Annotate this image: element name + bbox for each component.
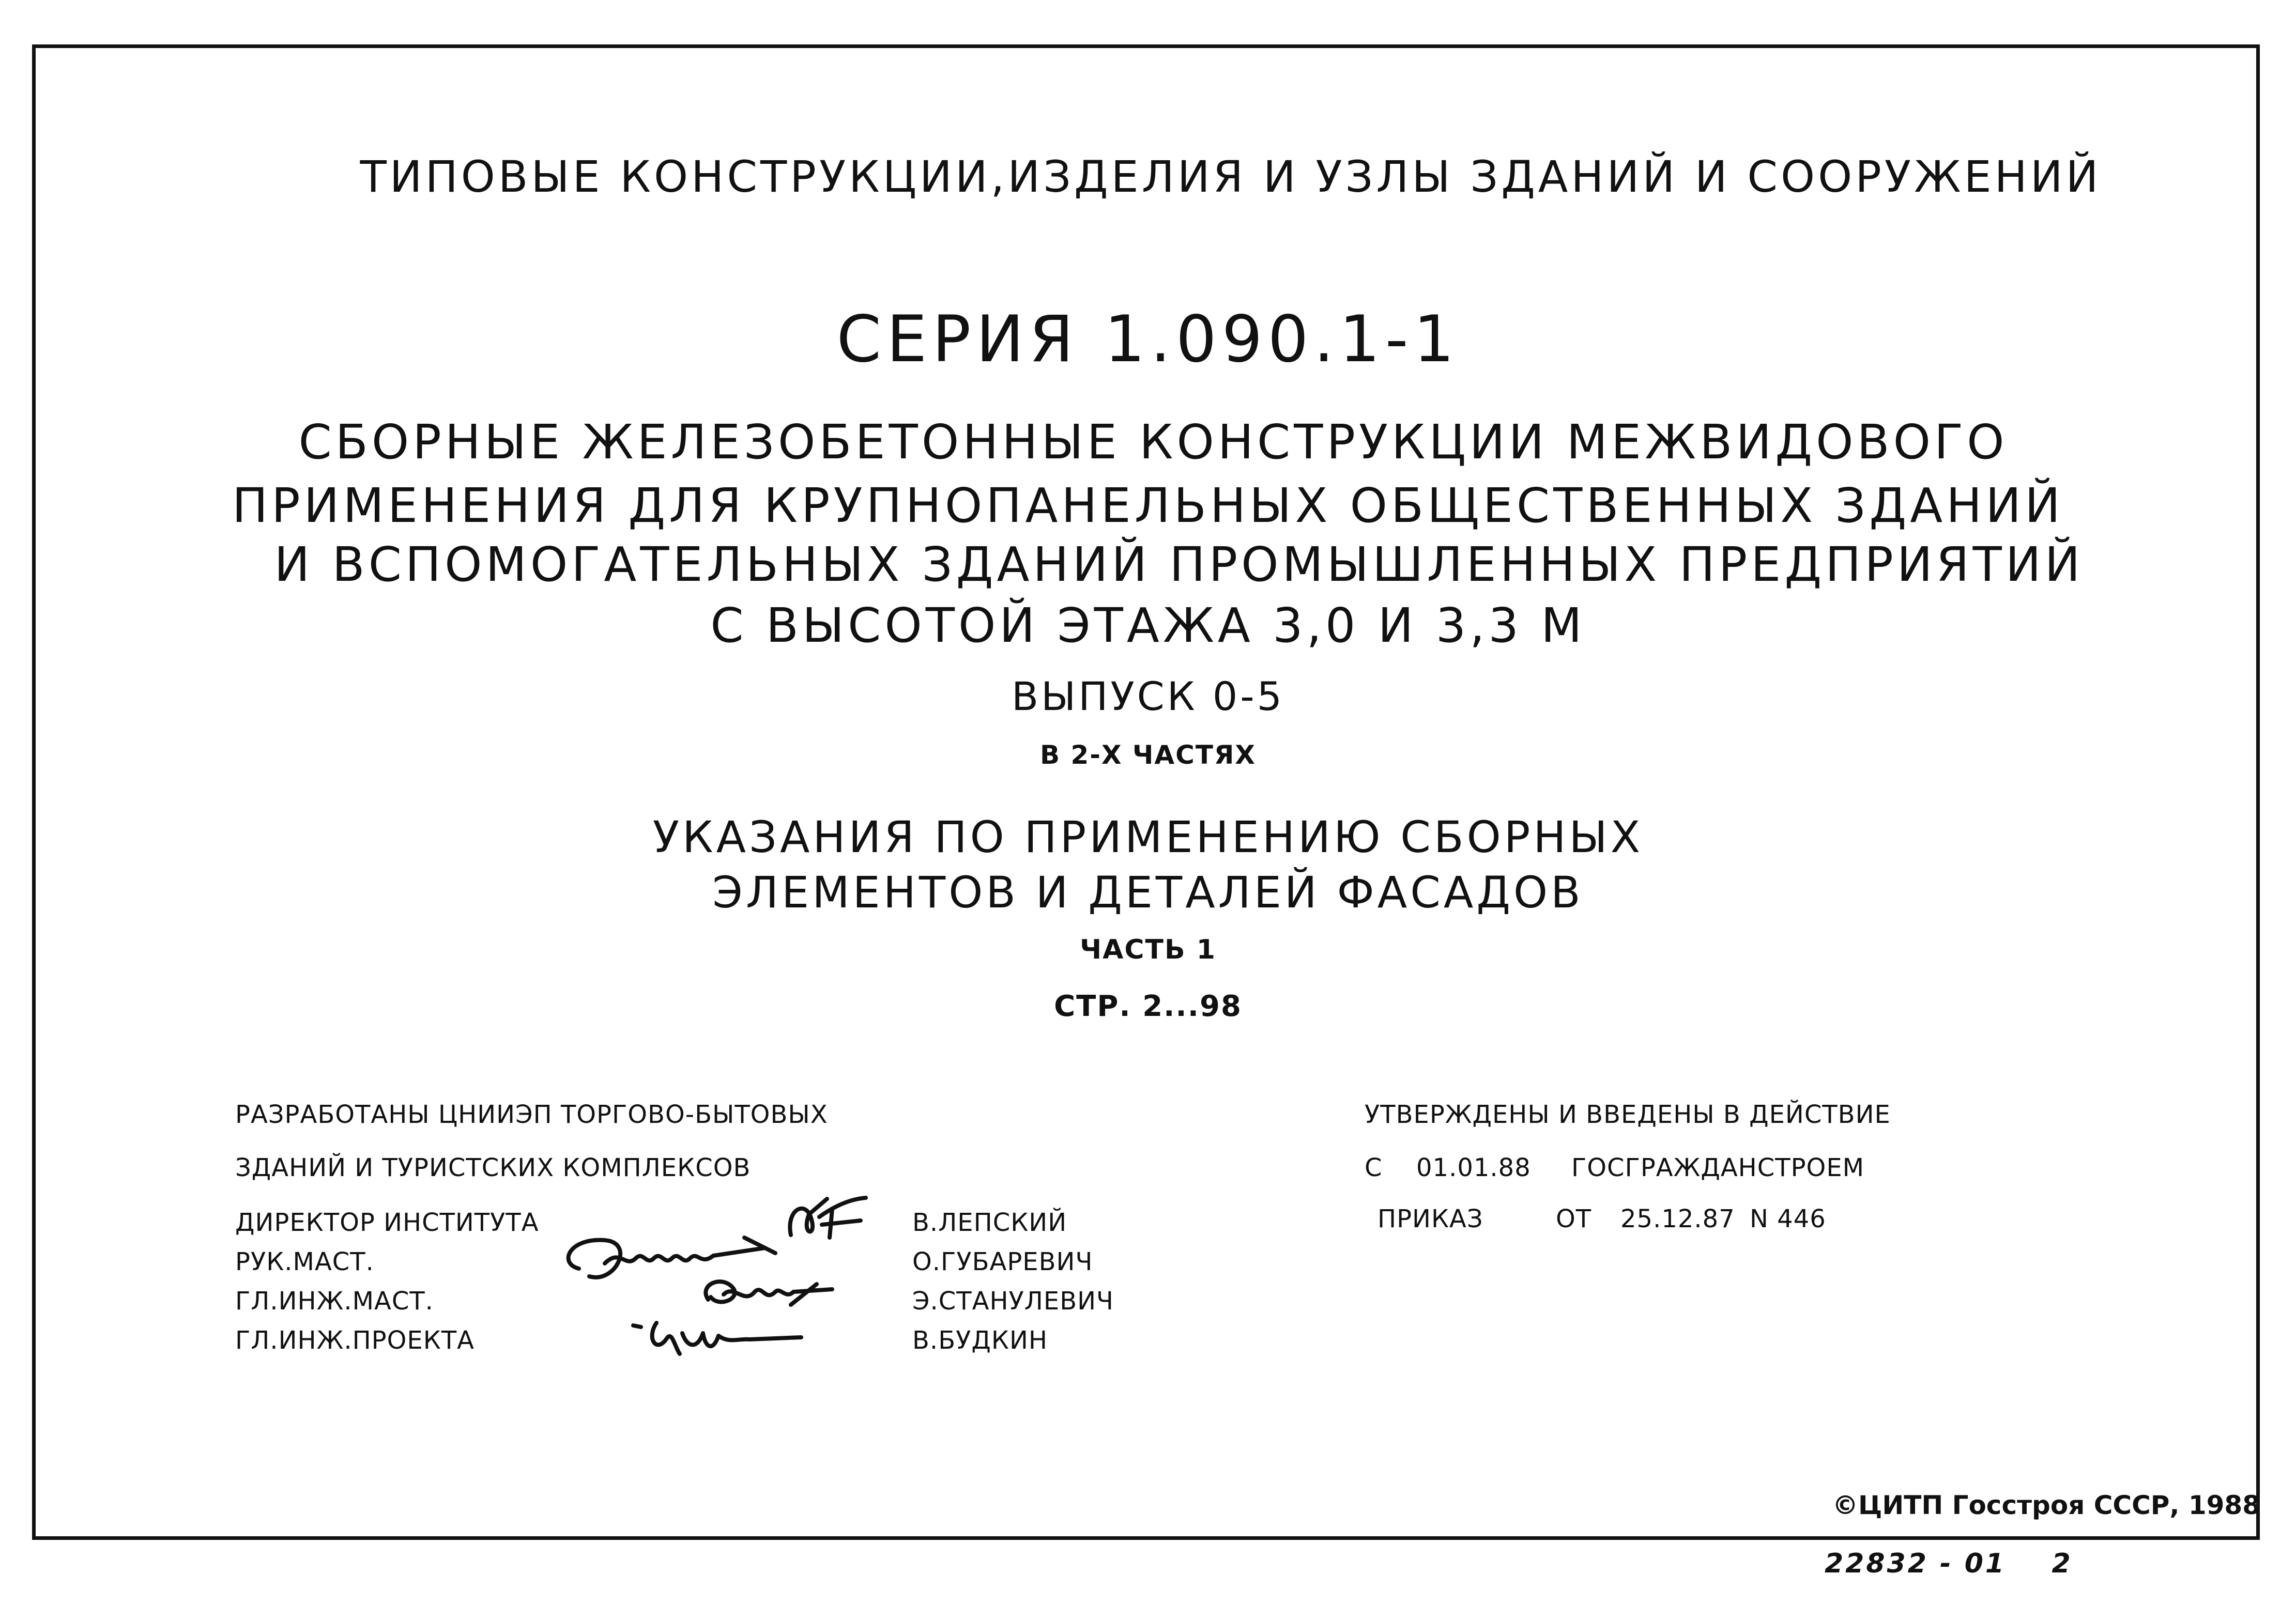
- role-project-chief-engineer: ГЛ.ИНЖ.ПРОЕКТА: [235, 1326, 474, 1355]
- main-title-line: ПРИМЕНЕНИЯ ДЛЯ КРУПНОПАНЕЛЬНЫХ ОБЩЕСТВЕННЫХ ЗДАНИЙ: [232, 478, 2064, 533]
- order-label: ПРИКАЗ: [1377, 1205, 1483, 1233]
- role-workshop-head: РУК.МАСТ.: [235, 1247, 374, 1276]
- signature-project-chief-engineer: [625, 1307, 812, 1364]
- issue-label: ВЫПУСК 0-5: [1012, 673, 1284, 719]
- subtitle-line: УКАЗАНИЯ ПО ПРИМЕНЕНИЮ СБОРНЫХ: [652, 812, 1644, 862]
- approval-from-date: 01.01.88: [1416, 1153, 1531, 1182]
- name-director: В.ЛЕПСКИЙ: [912, 1208, 1067, 1237]
- order-date: 25.12.87: [1620, 1205, 1735, 1233]
- collection-title: ТИПОВЫЕ КОНСТРУКЦИИ,ИЗДЕЛИЯ И УЗЛЫ ЗДАНИЙ И СООРУЖЕНИЙ: [360, 151, 2102, 202]
- main-title-line: СБОРНЫЕ ЖЕЛЕЗОБЕТОННЫЕ КОНСТРУКЦИИ МЕЖВИДОВОГО: [298, 414, 2008, 470]
- approval-authority: ГОСГРАЖДАНСТРОЕМ: [1571, 1153, 1865, 1182]
- approval-line: УТВЕРЖДЕНЫ И ВВЕДЕНЫ В ДЕЙСТВИЕ: [1365, 1100, 1891, 1129]
- copyright: ©ЦИТП Госстроя СССР, 1988: [1832, 1490, 2261, 1520]
- order-number: N 446: [1750, 1205, 1826, 1233]
- subtitle-line: ЭЛЕМЕНТОВ И ДЕТАЛЕЙ ФАСАДОВ: [712, 867, 1584, 918]
- issue-parts: В 2-Х ЧАСТЯХ: [1040, 740, 1256, 770]
- name-workshop-chief-engineer: Э.СТАНУЛЕВИЧ: [912, 1287, 1114, 1316]
- document-number: 22832 - 01 2: [1825, 1548, 2073, 1579]
- approval-from-label: С: [1365, 1153, 1383, 1182]
- developer-line: РАЗРАБОТАНЫ ЦНИИЭП ТОРГОВО-БЫТОВЫХ: [235, 1100, 828, 1129]
- series-number: СЕРИЯ 1.090.1-1: [836, 302, 1460, 377]
- main-title-line: С ВЫСОТОЙ ЭТАЖА 3,0 И 3,3 М: [710, 598, 1586, 653]
- name-workshop-head: О.ГУБАРЕВИЧ: [912, 1247, 1093, 1276]
- pages-range: СТР. 2...98: [1054, 990, 1242, 1023]
- part-label: ЧАСТЬ 1: [1080, 934, 1216, 965]
- developer-line: ЗДАНИЙ И ТУРИСТСКИХ КОМПЛЕКСОВ: [235, 1153, 751, 1182]
- role-workshop-chief-engineer: ГЛ.ИНЖ.МАСТ.: [235, 1287, 434, 1316]
- name-project-chief-engineer: В.БУДКИН: [912, 1326, 1048, 1355]
- role-director: ДИРЕКТОР ИНСТИТУТА: [235, 1208, 539, 1237]
- main-title-line: И ВСПОМОГАТЕЛЬНЫХ ЗДАНИЙ ПРОМЫШЛЕННЫХ ПРЕДПРИЯТИЙ: [274, 537, 2084, 592]
- order-from: ОТ: [1556, 1205, 1592, 1233]
